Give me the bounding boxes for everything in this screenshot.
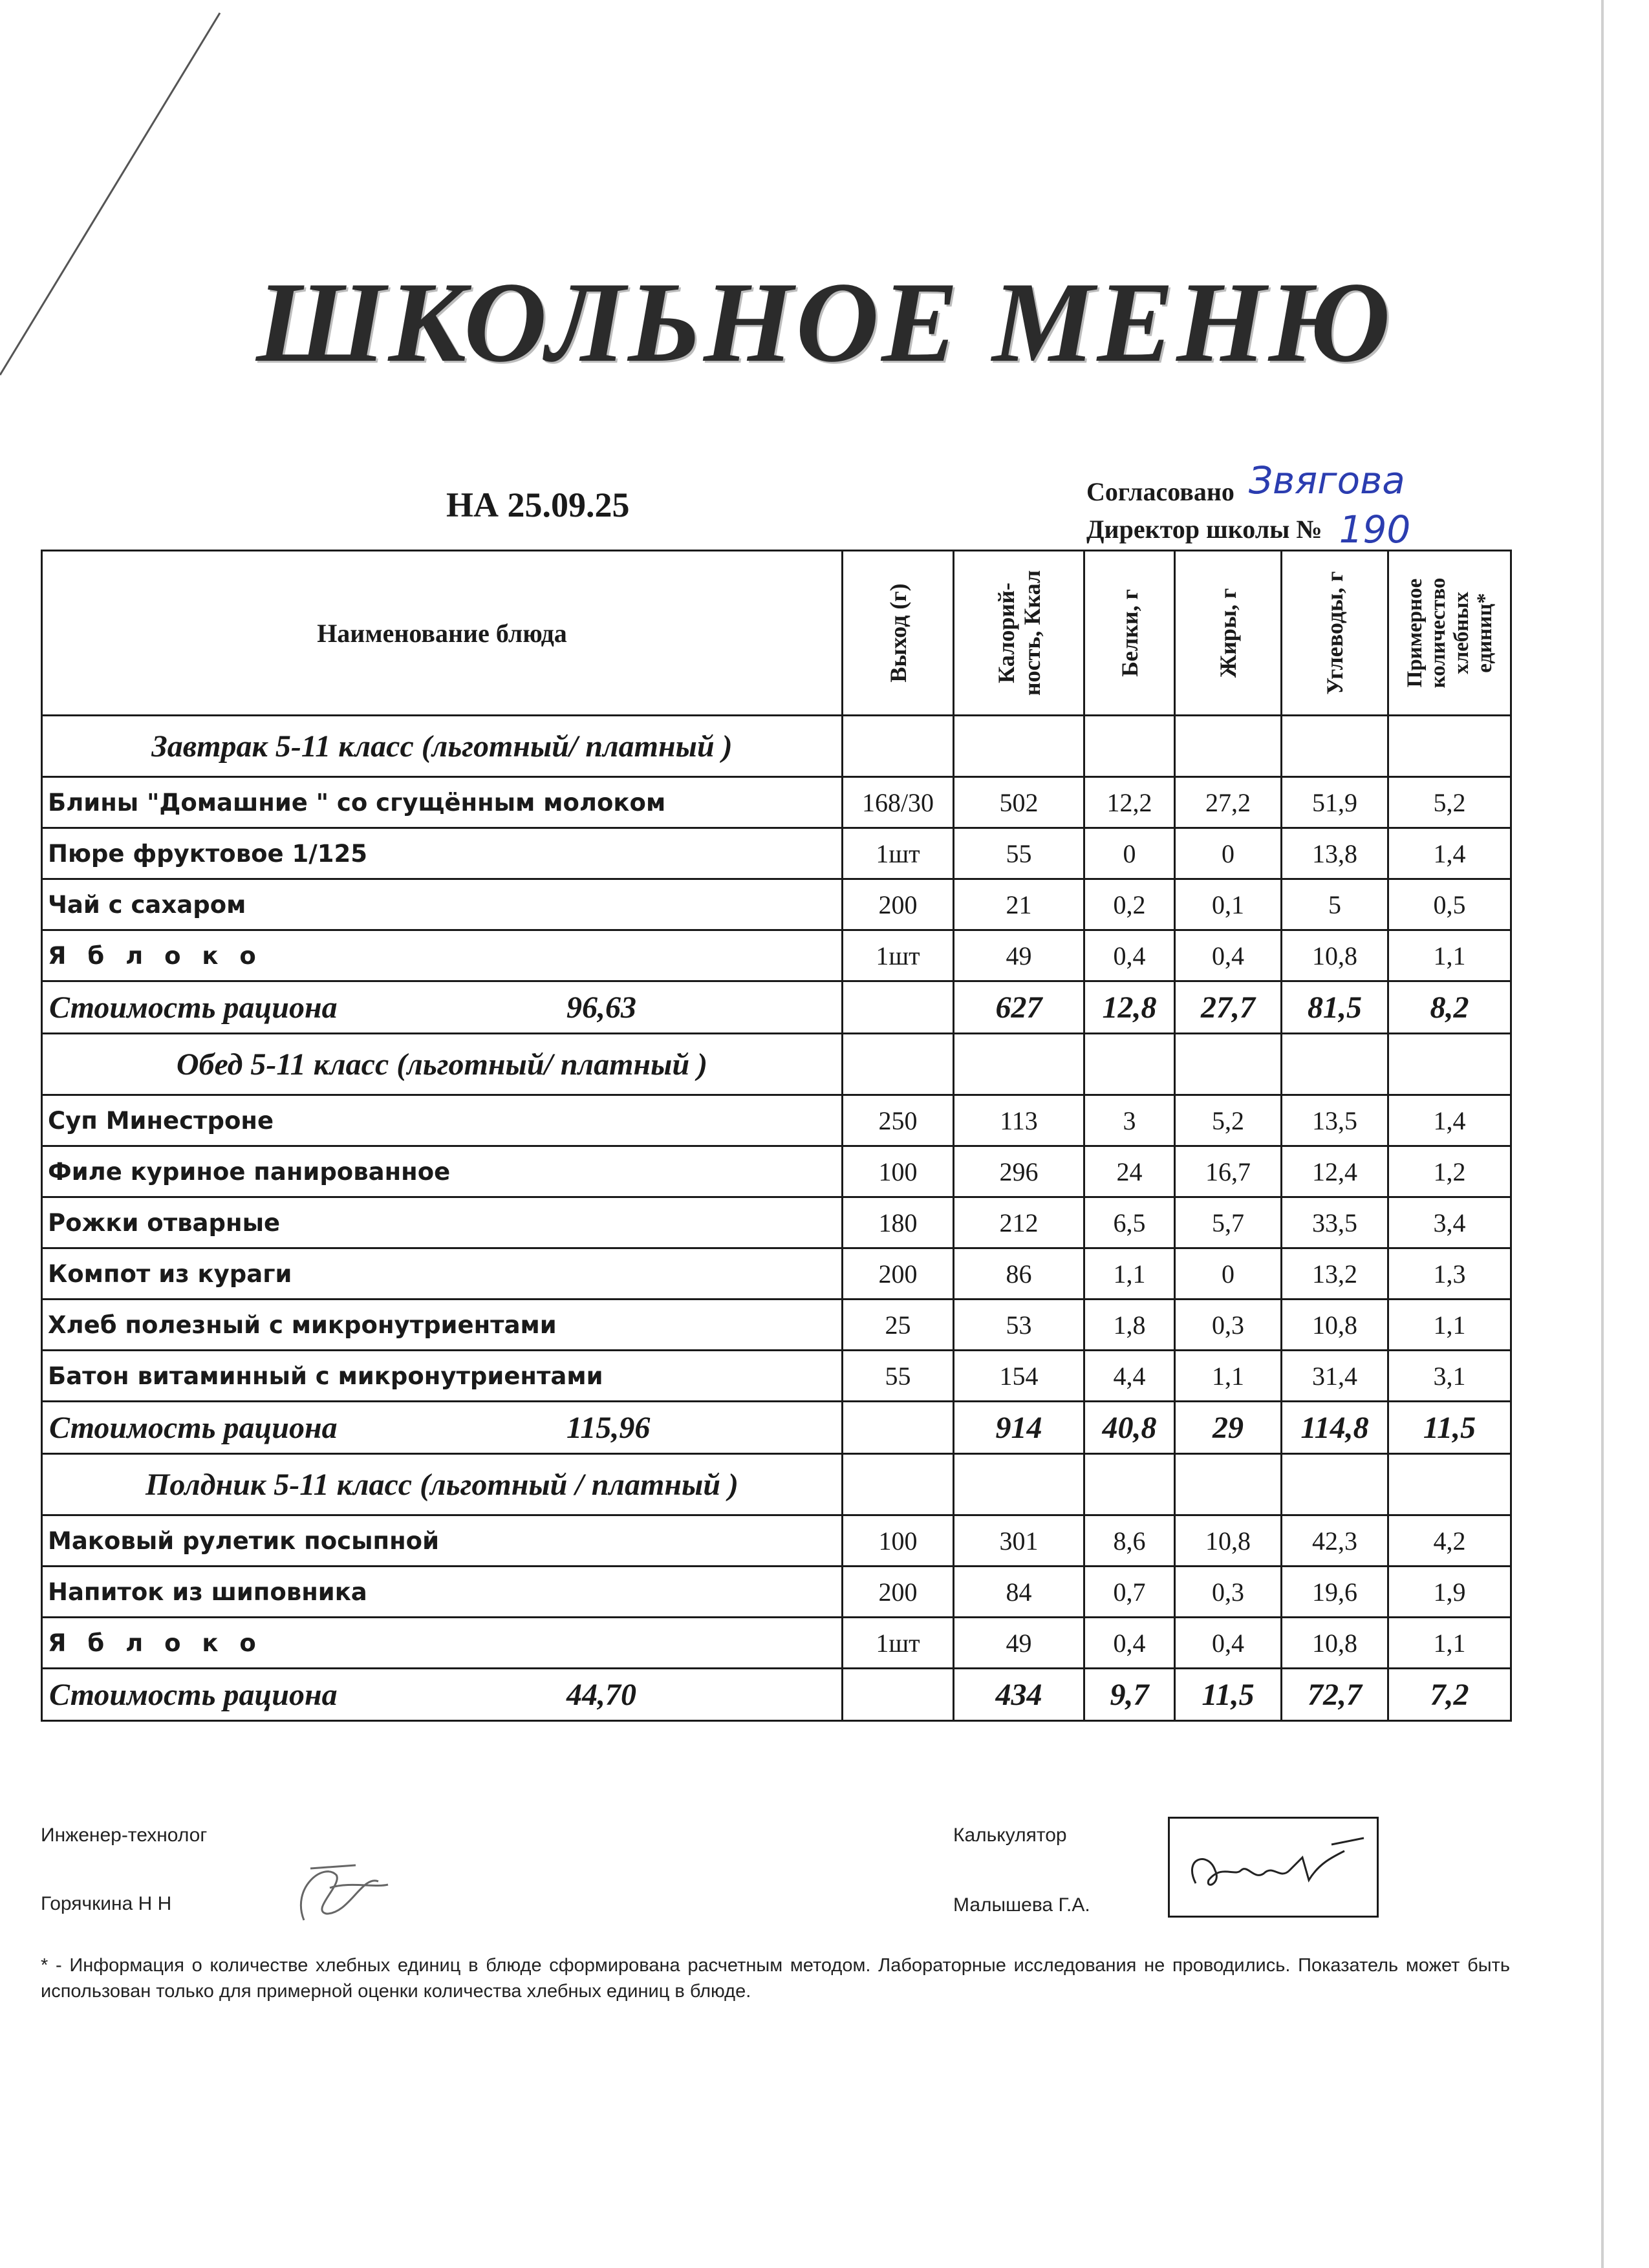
cell-yield: 1шт bbox=[843, 930, 954, 981]
cell-kcal: 21 bbox=[954, 879, 1084, 930]
dish-name: Маковый рулетик посыпной bbox=[42, 1515, 843, 1567]
empty-cell bbox=[1084, 716, 1175, 777]
dish-name: Суп Минестроне bbox=[42, 1095, 843, 1146]
engineer-signature bbox=[265, 1849, 394, 1933]
cell-fat: 16,7 bbox=[1175, 1146, 1282, 1197]
cell-protein: 0 bbox=[1084, 828, 1175, 879]
empty-cell bbox=[843, 1454, 954, 1515]
cell-carbs: 13,8 bbox=[1282, 828, 1388, 879]
cell-carbs: 10,8 bbox=[1282, 930, 1388, 981]
table-row bbox=[42, 1618, 1511, 1669]
total-fat: 29 bbox=[1175, 1402, 1282, 1454]
cell-protein: 4,4 bbox=[1084, 1351, 1175, 1402]
cell-kcal: 113 bbox=[954, 1095, 1084, 1146]
cell-fat: 0,4 bbox=[1175, 1618, 1282, 1669]
cell-bu: 1,9 bbox=[1388, 1567, 1511, 1618]
total-carbs: 114,8 bbox=[1282, 1402, 1388, 1454]
header-dish-name: Наименование блюда bbox=[42, 551, 843, 716]
dish-name: Чай с сахаром bbox=[42, 879, 843, 930]
empty-cell bbox=[843, 1034, 954, 1095]
calculator-signature bbox=[1170, 1819, 1377, 1916]
cell-kcal: 49 bbox=[954, 930, 1084, 981]
cell-bu: 1,3 bbox=[1388, 1248, 1511, 1300]
cell-carbs: 13,2 bbox=[1282, 1248, 1388, 1300]
agreed-label: Согласовано bbox=[1086, 477, 1234, 506]
total-protein: 40,8 bbox=[1084, 1402, 1175, 1454]
director-label: Директор школы № bbox=[1086, 515, 1322, 544]
total-label-cell bbox=[42, 1669, 843, 1721]
empty-cell bbox=[843, 716, 954, 777]
empty-cell bbox=[954, 1034, 1084, 1095]
cell-protein: 6,5 bbox=[1084, 1197, 1175, 1248]
cell-kcal: 49 bbox=[954, 1618, 1084, 1669]
cell-bu: 4,2 bbox=[1388, 1515, 1511, 1567]
dish-name: Я б л о к о bbox=[42, 930, 843, 981]
cell-carbs: 42,3 bbox=[1282, 1515, 1388, 1567]
cell-kcal: 296 bbox=[954, 1146, 1084, 1197]
cell-kcal: 84 bbox=[954, 1567, 1084, 1618]
section-title: Обед 5-11 класс (льготный/ платный ) bbox=[42, 1034, 843, 1095]
table-row bbox=[42, 930, 1511, 981]
cell-fat: 1,1 bbox=[1175, 1351, 1282, 1402]
empty-cell bbox=[1282, 1454, 1388, 1515]
cell-kcal: 55 bbox=[954, 828, 1084, 879]
total-row bbox=[42, 1669, 1511, 1721]
total-protein: 12,8 bbox=[1084, 981, 1175, 1034]
total-label: Стоимость рациона bbox=[49, 1677, 338, 1712]
cell-carbs: 10,8 bbox=[1282, 1618, 1388, 1669]
page-title: ШКОЛЬНОЕ МЕНЮ bbox=[256, 258, 1393, 386]
total-cost: 96,63 bbox=[566, 990, 636, 1025]
cell-kcal: 53 bbox=[954, 1300, 1084, 1351]
cell-bu: 1,1 bbox=[1388, 1300, 1511, 1351]
cell-protein: 1,8 bbox=[1084, 1300, 1175, 1351]
dish-name: Напиток из шиповника bbox=[42, 1567, 843, 1618]
total-label-cell bbox=[42, 981, 843, 1034]
menu-date: НА 25.09.25 bbox=[446, 486, 630, 524]
dish-name: Хлеб полезный с микронутриентами bbox=[42, 1300, 843, 1351]
section-title: Завтрак 5-11 класс (льготный/ платный ) bbox=[42, 716, 843, 777]
engineer-title: Инженер-технолог bbox=[41, 1824, 208, 1846]
cell-fat: 5,7 bbox=[1175, 1197, 1282, 1248]
total-kcal: 627 bbox=[954, 981, 1084, 1034]
header-carbs: Углеводы, г bbox=[1282, 551, 1388, 716]
total-bu: 7,2 bbox=[1388, 1669, 1511, 1721]
cell-kcal: 212 bbox=[954, 1197, 1084, 1248]
total-label: Стоимость рациона bbox=[49, 990, 338, 1025]
cell-fat: 10,8 bbox=[1175, 1515, 1282, 1567]
dish-name: Рожки отварные bbox=[42, 1197, 843, 1248]
cell-bu: 1,1 bbox=[1388, 1618, 1511, 1669]
cell-yield: 180 bbox=[843, 1197, 954, 1248]
dish-name: Пюре фруктовое 1/125 bbox=[42, 828, 843, 879]
empty-cell bbox=[1282, 1034, 1388, 1095]
footnote: * - Информация о количестве хлебных единиц в блюде сформирована расчетным методом. Лабораторные исследования не проводились. Показатель может быть использован только для примерной оценки количества хлебных единиц в блюде. bbox=[41, 1955, 1510, 2002]
empty-cell bbox=[954, 1454, 1084, 1515]
cell-bu: 3,1 bbox=[1388, 1351, 1511, 1402]
cell-protein: 8,6 bbox=[1084, 1515, 1175, 1567]
cell-yield: 1шт bbox=[843, 828, 954, 879]
menu-table bbox=[41, 550, 1512, 1722]
agreed-signature: Звягова bbox=[1248, 458, 1405, 502]
total-label-cell bbox=[42, 1402, 843, 1454]
dish-name: Компот из кураги bbox=[42, 1248, 843, 1300]
dish-name: Филе куриное панированное bbox=[42, 1146, 843, 1197]
table-row bbox=[42, 1146, 1511, 1197]
cell-bu: 1,4 bbox=[1388, 828, 1511, 879]
engineer-name: Горячкина Н Н bbox=[41, 1893, 172, 1914]
empty-cell bbox=[843, 981, 954, 1034]
cell-carbs: 33,5 bbox=[1282, 1197, 1388, 1248]
cell-fat: 0 bbox=[1175, 1248, 1282, 1300]
total-fat: 11,5 bbox=[1175, 1669, 1282, 1721]
table-row bbox=[42, 1248, 1511, 1300]
table-row bbox=[42, 828, 1511, 879]
cell-carbs: 51,9 bbox=[1282, 777, 1388, 828]
empty-cell bbox=[1388, 716, 1511, 777]
table-header-row bbox=[42, 551, 1511, 716]
empty-cell bbox=[1388, 1034, 1511, 1095]
cell-yield: 200 bbox=[843, 1248, 954, 1300]
cell-bu: 1,1 bbox=[1388, 930, 1511, 981]
calculator-signature-box bbox=[1168, 1817, 1379, 1918]
cell-carbs: 5 bbox=[1282, 879, 1388, 930]
cell-protein: 0,4 bbox=[1084, 930, 1175, 981]
dish-name: Блины "Домашние " со сгущённым молоком bbox=[42, 777, 843, 828]
cell-protein: 1,1 bbox=[1084, 1248, 1175, 1300]
cell-kcal: 154 bbox=[954, 1351, 1084, 1402]
header-bread-units: Примерное количество хлебных единиц* bbox=[1388, 551, 1511, 716]
dish-name: Я б л о к о bbox=[42, 1618, 843, 1669]
cell-kcal: 502 bbox=[954, 777, 1084, 828]
empty-cell bbox=[843, 1402, 954, 1454]
calculator-title: Калькулятор bbox=[953, 1824, 1067, 1846]
table-row bbox=[42, 777, 1511, 828]
cell-protein: 12,2 bbox=[1084, 777, 1175, 828]
empty-cell bbox=[1175, 1034, 1282, 1095]
empty-cell bbox=[1084, 1454, 1175, 1515]
cell-kcal: 301 bbox=[954, 1515, 1084, 1567]
total-carbs: 81,5 bbox=[1282, 981, 1388, 1034]
total-bu: 8,2 bbox=[1388, 981, 1511, 1034]
section-title: Полдник 5-11 класс (льготный / платный ) bbox=[42, 1454, 843, 1515]
header-fat: Жиры, г bbox=[1175, 551, 1282, 716]
approval-block bbox=[1086, 458, 1411, 551]
section-header-row bbox=[42, 1454, 1511, 1515]
cell-bu: 3,4 bbox=[1388, 1197, 1511, 1248]
calculator-name: Малышева Г.А. bbox=[953, 1894, 1090, 1916]
cell-yield: 168/30 bbox=[843, 777, 954, 828]
cell-fat: 0,4 bbox=[1175, 930, 1282, 981]
cell-fat: 0 bbox=[1175, 828, 1282, 879]
cell-yield: 250 bbox=[843, 1095, 954, 1146]
cell-carbs: 31,4 bbox=[1282, 1351, 1388, 1402]
total-cost: 44,70 bbox=[566, 1677, 636, 1712]
empty-cell bbox=[1282, 716, 1388, 777]
empty-cell bbox=[954, 716, 1084, 777]
cell-protein: 24 bbox=[1084, 1146, 1175, 1197]
cell-fat: 0,3 bbox=[1175, 1300, 1282, 1351]
table-row bbox=[42, 879, 1511, 930]
total-bu: 11,5 bbox=[1388, 1402, 1511, 1454]
school-number: 190 bbox=[1339, 508, 1411, 551]
dish-name: Батон витаминный с микронутриентами bbox=[42, 1351, 843, 1402]
header-protein: Белки, г bbox=[1084, 551, 1175, 716]
cell-yield: 100 bbox=[843, 1146, 954, 1197]
cell-yield: 200 bbox=[843, 1567, 954, 1618]
total-carbs: 72,7 bbox=[1282, 1669, 1388, 1721]
header-yield: Выход (г) bbox=[843, 551, 954, 716]
empty-cell bbox=[1084, 1034, 1175, 1095]
table-row bbox=[42, 1351, 1511, 1402]
cell-protein: 3 bbox=[1084, 1095, 1175, 1146]
header-kcal: Калорий- ность, Ккал bbox=[954, 551, 1084, 716]
total-row bbox=[42, 1402, 1511, 1454]
cell-carbs: 10,8 bbox=[1282, 1300, 1388, 1351]
section-header-row bbox=[42, 1034, 1511, 1095]
total-kcal: 914 bbox=[954, 1402, 1084, 1454]
empty-cell bbox=[1175, 1454, 1282, 1515]
table-row bbox=[42, 1515, 1511, 1567]
cell-protein: 0,4 bbox=[1084, 1618, 1175, 1669]
total-kcal: 434 bbox=[954, 1669, 1084, 1721]
table-row bbox=[42, 1197, 1511, 1248]
cell-fat: 0,1 bbox=[1175, 879, 1282, 930]
empty-cell bbox=[1175, 716, 1282, 777]
cell-carbs: 13,5 bbox=[1282, 1095, 1388, 1146]
table-row bbox=[42, 1567, 1511, 1618]
total-fat: 27,7 bbox=[1175, 981, 1282, 1034]
total-row bbox=[42, 981, 1511, 1034]
cell-bu: 5,2 bbox=[1388, 777, 1511, 828]
cell-protein: 0,7 bbox=[1084, 1567, 1175, 1618]
total-label: Стоимость рациона bbox=[49, 1410, 338, 1445]
cell-yield: 100 bbox=[843, 1515, 954, 1567]
cell-bu: 1,2 bbox=[1388, 1146, 1511, 1197]
section-header-row bbox=[42, 716, 1511, 777]
cell-bu: 1,4 bbox=[1388, 1095, 1511, 1146]
cell-yield: 25 bbox=[843, 1300, 954, 1351]
cell-carbs: 12,4 bbox=[1282, 1146, 1388, 1197]
total-protein: 9,7 bbox=[1084, 1669, 1175, 1721]
cell-fat: 0,3 bbox=[1175, 1567, 1282, 1618]
table-row bbox=[42, 1300, 1511, 1351]
cell-yield: 200 bbox=[843, 879, 954, 930]
table-row bbox=[42, 1095, 1511, 1146]
cell-yield: 55 bbox=[843, 1351, 954, 1402]
empty-cell bbox=[843, 1669, 954, 1721]
cell-fat: 5,2 bbox=[1175, 1095, 1282, 1146]
cell-kcal: 86 bbox=[954, 1248, 1084, 1300]
cell-protein: 0,2 bbox=[1084, 879, 1175, 930]
cell-carbs: 19,6 bbox=[1282, 1567, 1388, 1618]
total-cost: 115,96 bbox=[566, 1410, 651, 1445]
cell-yield: 1шт bbox=[843, 1618, 954, 1669]
empty-cell bbox=[1388, 1454, 1511, 1515]
cell-bu: 0,5 bbox=[1388, 879, 1511, 930]
cell-fat: 27,2 bbox=[1175, 777, 1282, 828]
